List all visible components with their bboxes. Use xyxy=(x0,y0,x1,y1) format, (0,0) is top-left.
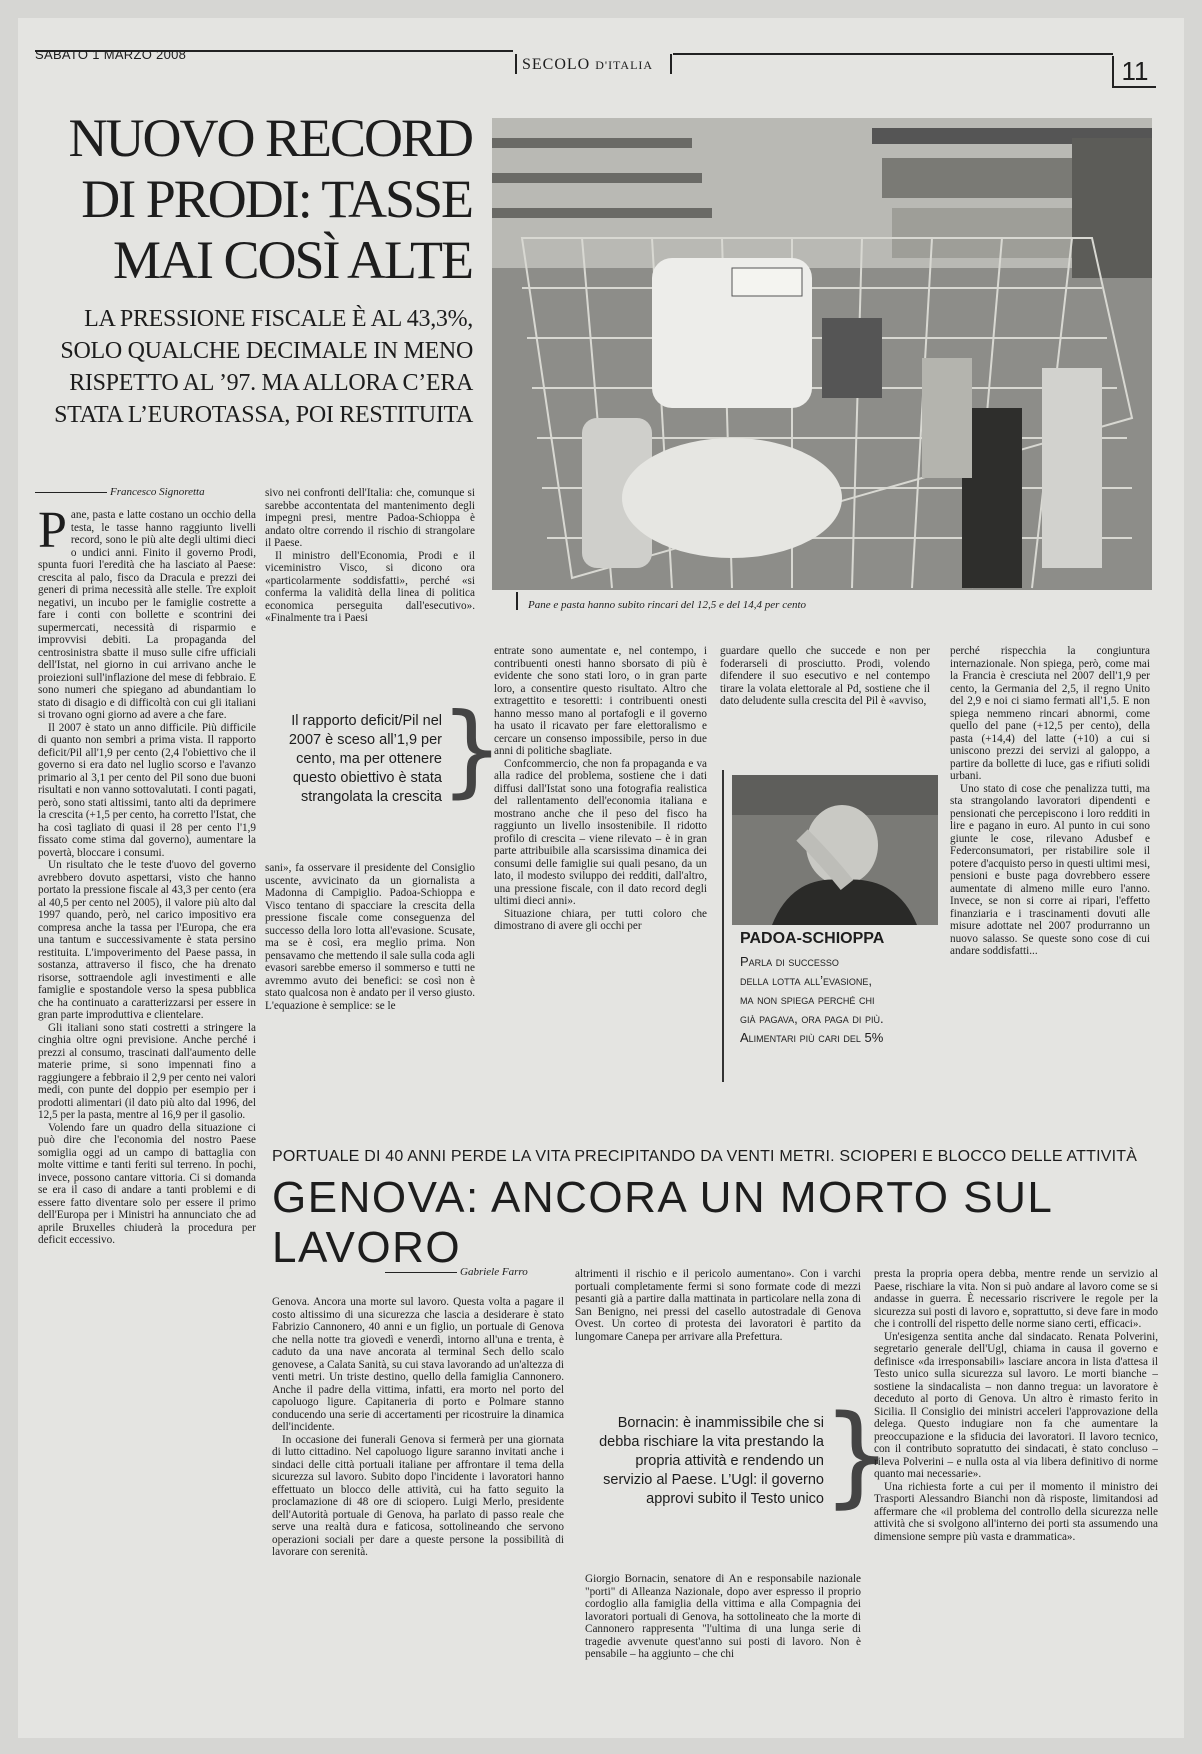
headline-line: MAI COSÌ ALTE xyxy=(112,230,472,290)
author-byline: Gabriele Farro xyxy=(385,1266,528,1278)
paragraph: perché rispecchia la congiuntura internazionale. Non spiega, però, come mai la Francia è cresciuta nel 2007 dell'1,9 per cento, la Germania del 2,5, il regno Unito del 2,9 e noi ci siamo fermati all'1,5. E non spiega nemmeno rincari abnormi, come quello del pane (+12,5 per cento), della pasta (+14,4) del latte (+10) a cui si uniscono prezzi dei servizi al galoppo, a partire da bollette di luce, gas e rifiuti solidi urbani. xyxy=(950,645,1150,782)
main-headline xyxy=(40,108,472,291)
paragraph: Uno stato di cose che penalizza tutti, ma sta strangolando lavoratori dipendenti e pensionati che percepiscono i loro redditi in lire e pagano in euro. Al punto in cui sono giunte le cose, rilevano Adusbef e Federconsumatori, per ristabilire sole il potere d'acquisto perso in questi ultimi mesi, pensioni e buste paga dovrebbero essere aumentate di almeno mille euro l'anno. Invece, se non si corre ai ripari, l'effetto finanziaria e i trascinamenti dovuti alle misure adottate nel 2007 produrranno un nuovo salasso. Se queste sono cose di cui andare soddisfatti... xyxy=(950,782,1150,957)
headline-line: NUOVO RECORD xyxy=(68,108,472,168)
genova-column-2-bottom xyxy=(585,1573,861,1733)
subheadline xyxy=(35,303,473,431)
paragraph: Confcommercio, che non fa propaganda e va alla radice del problema, sostiene che i dati diffusi dall'Istat sono una fotografia realistica del rallentamento dell'economia italiana e mostrano anche che il peso del fisco ha raggiunto un livello insostenibile. Il ridotto profilo di crescita – viene rilevato – è in gran parte attribuibile alla scarsissima dinamica dei consumi delle famiglie sui quali pesano, da un lato, il modesto sviluppo dei redditi, dall'altro, una pressione fiscale, con il dato record degli ultimi dieci anni». xyxy=(494,757,707,907)
section-headline: GENOVA: ANCORA UN MORTO SUL LAVORO xyxy=(272,1173,1052,1272)
paragraph: altrimenti il rischio e il pericolo aumentano». Con i varchi portuali completamente fermi si sono formate code di mezzi pesanti già a partire dalla mattinata in particolare nella zona di San Benigno, nei pressi del casello autostradale di Genova Ovest. Un corteo di protesta dei lavoratori è partito da lungomare Canepa per arrivare alla Prefettura. xyxy=(575,1268,861,1343)
subheadline-line: SOLO QUALCHE DECIMALE IN MENO xyxy=(60,338,473,364)
subheadline-line: RISPETTO AL ’97. MA ALLORA C’ERA xyxy=(69,370,473,396)
genova-column-2 xyxy=(575,1268,861,1398)
genova-column-1 xyxy=(272,1296,564,1736)
box-line: Alimentari più cari del 5% xyxy=(740,1030,884,1045)
paragraph: guardare quello che succede e non per foderarseli di prosciutto. Prodi, volendo difendere il suo esecutivo e nel contempo tirare la volata elettorale al Pd, sostiene che il dato deludente sulla crescita del Pil è «avviso, xyxy=(720,645,930,707)
box-line: Parla di successo xyxy=(740,954,839,969)
paragraph: entrate sono aumentate e, nel contempo, i contribuenti onesti hanno sborsato di più è evidente che sono stati loro, o in gran parte loro, a consentire questo risultato. Altro che extragettito e tesoretti: i contribuenti onesti hanno messo mano al portafogli e il governo ha usato il ricavato per fare elettoralismo e cercare un consenso impossibile, perso in due anni di politiche sbagliate. xyxy=(494,645,707,757)
newspaper-name-small: D'ITALIA xyxy=(595,58,654,72)
masthead-divider xyxy=(515,54,517,74)
paragraph: Volendo fare un quadro della situazione ci può dire che l'economia del nostro Paese somiglia oggi ad un campo di battaglia con molte vittime e tanti feriti sul terreno. In pochi, invece, possono cantare vittoria. Ci si domanda se era il caso di andare a tanti problemi e di essere fatto diventare solo per essere il primo dell'Europa per i Ministri ha annunciato che ad aprile Bruxelles chiuderà la procedura per deficit eccessivo. xyxy=(38,1121,256,1246)
headline-line: DI PRODI: TASSE xyxy=(81,169,472,229)
paragraph: Il ministro dell'Economia, Prodi e il viceministro Visco, si dicono ora «particolarmente soddisfatti», perché «si conferma la validità della linea di politica economica perseguita dall'esecutivo». «Finalmente tra i Paesi xyxy=(265,549,475,624)
article-column-2-bottom xyxy=(265,862,475,1084)
article-column-3 xyxy=(494,645,707,1085)
paragraph: ane, pasta e latte costano un occhio della testa, le tasse hanno raggiunto livelli record, sono le più alte degli ultimi dieci o undici anni. Finito il governo Prodi, spunta fuori l'eredità che ha lasciato al Paese: crescita al palo, fisco da Dracula e prezzi dei generi di prima necessità alle stelle. Tre exploit negativi, un incubo per le famiglie costrette a fare i conti con bollette e scontrini dei supermercati, necessità di risparmio e improvvisi debiti. La propaganda del centrosinistra sbatte il muso sulle cifre ufficiali dell'Istat, nel giorno in cui arrivano anche le proiezioni sull'inflazione del mese di febbraio. E sono numeri che spiegano ad abundantiam lo stato di disagio e di difficoltà con cui gli italiani si trovano ogni giorno ad avere a che fare. xyxy=(38,509,256,721)
masthead-divider xyxy=(670,54,672,74)
newspaper-name xyxy=(522,56,653,74)
brace-decoration: } xyxy=(822,1391,892,1519)
masthead-rule xyxy=(673,53,1113,55)
caption-mark xyxy=(516,592,518,610)
box-line: già pagava, ora paga di più. xyxy=(740,1011,884,1026)
masthead-rule xyxy=(35,50,513,52)
paragraph: presta la propria opera debba, mentre rende un servizio al Paese, rischiare la vita. Non si può andare al lavoro come se si andasse in guerra. È necessario riscrivere le regole per la sicurezza sui posti di lavoro e, soprattutto, si deve fare in modo che i controlli del rispetto delle norme siano certi, efficaci». xyxy=(874,1268,1158,1330)
subheadline-line: STATA L’EUROTASSA, POI RESTITUITA xyxy=(54,402,473,428)
paragraph: In occasione dei funerali Genova si fermerà per una giornata di lutto cittadino. Nel capoluogo ligure saranno invitati anche i sindaci delle città portuali italiane per affrontare il tema della sicurezza sul lavoro. Subito dopo l'incidente i lavoratori hanno effettuato un blocco delle attività, cui ha fatto seguito la proclamazione di 48 ore di sciopero. Luigi Merlo, presidente dell'Autorità portuale di Genova, ha parlato di passo reale che serve una realtà dura e faticosa, sottolineando che servono operazioni sociali per dare a queste persone la possibilità di lavorare con serenità. xyxy=(272,1433,564,1558)
newspaper-name-main: SECOLO xyxy=(522,56,591,73)
paragraph: Giorgio Bornacin, senatore di An e responsabile nazionale "porti" di Alleanza Nazionale, dopo aver espresso il proprio cordoglio alla famiglia della vittima e alla Compagnia dei lavoratori portuali di Genova, ha sottolineato che la morte di Cannonero rappresenta "l'ultima di una lunga serie di tragedie avvenute quest'anno sui posti di lavoro. Non è pensabile – ha aggiunto – che chi xyxy=(585,1573,861,1660)
paragraph: sivo nei confronti dell'Italia: che, comunque si sarebbe accontentata del mantenimento degli impegni presi, mentre Padoa-Schioppa è andato oltre correndo il rischio di strangolare il Paese. xyxy=(265,487,475,549)
box-text xyxy=(740,952,940,1047)
photo-caption: Pane e pasta hanno subito rincari del 12,5 e del 14,4 per cento xyxy=(528,599,807,611)
article-column-1 xyxy=(38,509,256,1739)
paragraph: Situazione chiara, per tutti coloro che dimostrano di avere gli occhi per xyxy=(494,907,707,932)
paragraph: sani», fa osservare il presidente del Consiglio uscente, avvicinato da un giornalista a Madonna di Campiglio. Padoa-Schioppa e Visco tentano di spacciare la crescita della pressione fiscale come conseguenza del successo della loro lotta all'evasione. Scusate, ma se è così, era meglio prima. Non pensavamo che mettendo il sale sulla coda agli evasori sarebbe emerso il sommerso e tutti ne avremmo avuto dei benefici: se così non è stato qualcosa non è andato per il verso giusto. L'equazione è semplice: se le xyxy=(265,862,475,1012)
brace-decoration: } xyxy=(440,691,504,808)
paragraph: Genova. Ancora una morte sul lavoro. Questa volta a pagare il costo altissimo di una sicurezza che lascia a desiderare è stato Fabrizio Cannonero, 40 anni e un figlio, un portuale di Genova che nella notte tra giovedì e venerdì, intorno all'una e trenta, è caduto da una nave ancorata al terminal Sech dello scalo genovese, a Calata Sanità, su cui stava lavorando ad un'altezza di venti metri. Un triste destino, quello della famiglia Cannonero. Anche il padre della vittima, infatti, era morto nel porto del capoluogo ligure. Capitaneria di porto e Polmare stanno conducendo una serie di accertamenti per ricostruire la dinamica dell'incidente. xyxy=(272,1296,564,1433)
pull-quote: Bornacin: è inammissibile che si debba rischiare la vita prestando la propria attività e rendendo un servizio al Paese. L’Ugl: il governo approvi subito il Testo unico xyxy=(599,1415,824,1507)
paragraph: Una richiesta forte a cui per il momento il ministro dei Trasporti Alessandro Bianchi non dà risposte, limitandosi ad affermare che «il problema del controllo della sicurezza nelle attività che si svolgono all'interno dei porti sta assumendo una dimensione sempre più vasta e drammatica». xyxy=(874,1480,1158,1543)
box-line: della lotta all’evasione, xyxy=(740,973,872,988)
shopping-cart-illustration xyxy=(492,118,1152,590)
box-title: PADOA-SCHIOPPA xyxy=(740,930,885,947)
section-kicker: PORTUALE DI 40 ANNI PERDE LA VITA PRECIPITANDO DA VENTI METRI. SCIOPERI E BLOCCO DELLE ATTIVITÀ xyxy=(272,1148,1138,1165)
paragraph: Un'esigenza sentita anche dal sindacato. Renata Polverini, segretario generale dell'Ugl, chiama in causa il governo e definisce «da irresponsabili» lasciare ancora in lista d'attesa il Testo unico sulla sicurezza sul lavoro. Le morti bianche – sostiene la sindacalista – non danno tregua: un lavoratore è deceduto al porto di Genova. Un altro è rimasto ferito in Sicilia. Il Consiglio dei ministri acceleri l'approvazione della delega. Questo indugiare non fa che aumentare la preoccupazione e la sfiducia dei lavoratori. Il lavoro tecnico, con il contributo sopratutto dei sindacati, è stato concluso – rileva Polverini – e nulla osta al via libera definitivo di norme quanto mai necessarie». xyxy=(874,1330,1158,1480)
box-line: ma non spiega perché chi xyxy=(740,992,875,1007)
page-number: 11 xyxy=(1112,56,1156,88)
drop-cap: P xyxy=(38,509,67,559)
paragraph: Gli italiani sono stati costretti a stringere la cinghia oltre ogni previsione. Anche perché i prezzi al consumo, trascinati dall'aumento delle materie prime, si sono impennati fino a raggiungere a febbraio il 2,9 per cento nei valori medi, con punte del doppio per esempio per i prodotti alimentari (il dato più alto dal 1996, del 12,5 per la pasta, mentre al 16,9 per il gasolio. xyxy=(38,1021,256,1121)
shopping-cart-photo xyxy=(492,118,1152,590)
subheadline-line: LA PRESSIONE FISCALE È AL 43,3%, xyxy=(84,306,473,332)
genova-column-3 xyxy=(874,1268,1158,1738)
paragraph: Un risultato che le teste d'uovo del governo avrebbero dovuto aspettarsi, visto che hanno portato la pressione fiscale al 43,3 per cento (era al 40,5 per cento nel 2005), il valore più alto dal 1997 quando, però, nel carico impositivo era compresa anche la tassa per l'Europa, che era una tantum e successivamente è stata persino restituita. L'impoverimento del Paese passa, in sostanza, attraverso il fisco, che ha drenato risorse, sottraendole agli investimenti e alle famiglie e spostandole verso la spesa pubblica che ha continuato a caratterizzarsi per essere in gran parte improduttiva e clientelare. xyxy=(38,859,256,1021)
article-column-5 xyxy=(950,645,1150,1085)
article-column-4 xyxy=(720,645,930,745)
issue-date: SABATO 1 MARZO 2008 xyxy=(35,47,187,62)
paragraph: Il 2007 è stato un anno difficile. Più difficile di quanto non sembri a prima vista. Il rapporto deficit/Pil all'1,9 per cento (2,4 l'obiettivo che il governo si era dato nel luglio scorso e l'avanzo primario al 3,1 per cento del Pil sono due buoni risultati e non vanno sottovalutati. I conti pagati, però, sono stati altissimi, tanto alti da deprimere la crescita (+1,5 per cento, ha corretto l'Istat, che ha così tagliato di quasi il 28 per cento l'1,9 fissato come stima dal governo), aumentare la povertà, bloccare i consumi. xyxy=(38,721,256,859)
padoa-schioppa-photo xyxy=(732,775,938,925)
portrait-illustration xyxy=(732,775,938,925)
author-byline: Francesco Signoretta xyxy=(35,486,205,498)
article-column-2-top xyxy=(265,487,475,689)
pull-quote: Il rapporto deficit/Pil nel 2007 è sceso all’1,9 per cento, ma per ottenere questo obiettivo è stata strangolata la crescita xyxy=(288,713,442,805)
